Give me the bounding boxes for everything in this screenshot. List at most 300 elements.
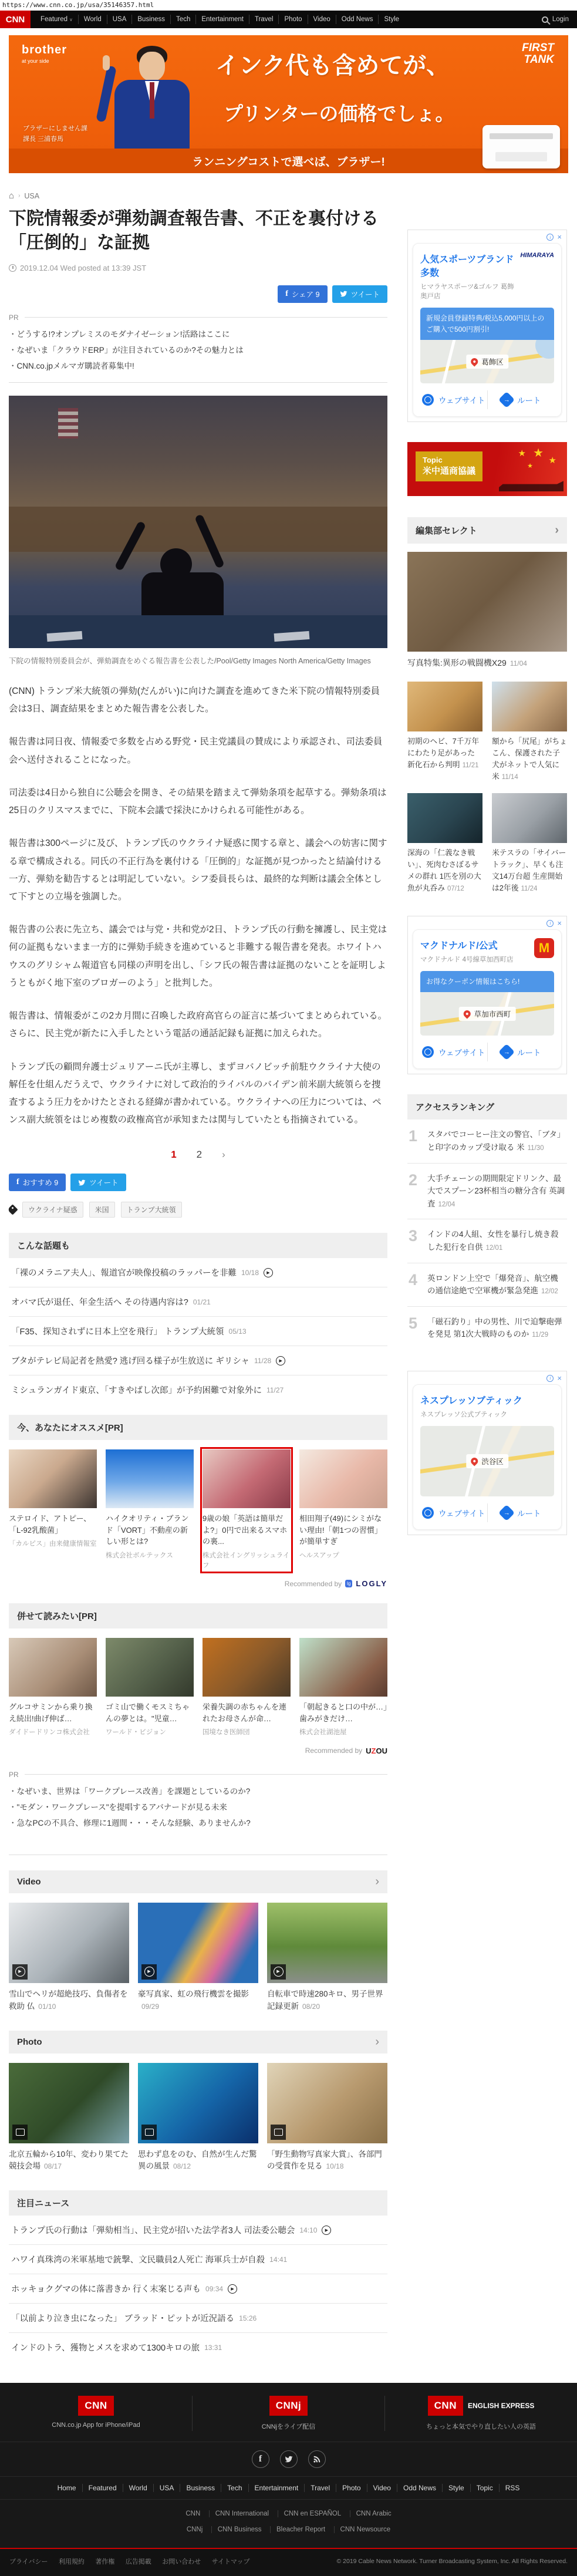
video-card-title: 雪山でヘリが超絶技巧、負傷者を救助 仏 01/10: [9, 1989, 128, 2011]
footer-nav-style[interactable]: Style: [442, 2484, 470, 2492]
twitter-icon: [340, 290, 347, 298]
top-nav: [0, 11, 577, 28]
rss-icon[interactable]: [308, 2450, 326, 2468]
tag-trump[interactable]: トランプ大統領: [121, 1202, 182, 1218]
footer-nav-rss[interactable]: RSS: [499, 2484, 526, 2492]
pr-link[interactable]: ・ CNN.co.jpメルマガ購読者募集中!: [9, 358, 387, 374]
play-icon: ▶: [228, 2284, 237, 2294]
recommend-card-company: 株式会社ボルテックス: [106, 1552, 173, 1559]
play-icon: ▶: [276, 1356, 285, 1365]
recommend-card-company: ヘルスアップ: [299, 1552, 339, 1559]
globe-icon: [422, 394, 434, 406]
website-button[interactable]: ウェブサイト: [420, 390, 487, 409]
article-paragraph: トランプ氏の顧問弁護士ジュリアーニ氏が主導し、まずヨバノビッチ前駐ウクライナ大使の解任を仕組んだうえで、ウクライナに対して政治的ライバルのバイデン前米副大統領らを捜査するよう圧力をかけたとされる経緯が書かれている。ウクライナへの圧力については、ペンス副大統領をはじめ複数の政権高官が承知または関与していたとも指摘されている。: [9, 1061, 382, 1125]
play-icon: ▶: [264, 1268, 273, 1277]
map-pin-icon: [470, 1456, 480, 1466]
play-icon: [271, 1964, 286, 1980]
item-thumbnail: [407, 682, 482, 731]
list-item-date: 05/13: [228, 1327, 247, 1336]
map-label: 草加市西町: [459, 1007, 516, 1021]
list-item[interactable]: [9, 1375, 387, 1404]
ad-close-icon[interactable]: ×: [557, 1373, 562, 1383]
list-item-date: 11/27: [266, 1385, 284, 1394]
footer-nav-photo[interactable]: Photo: [336, 2484, 366, 2492]
globe-icon: [422, 1046, 434, 1058]
logly-icon: lg: [345, 1580, 352, 1587]
footer-nav-featured[interactable]: Featured: [82, 2484, 123, 2492]
read-also-card[interactable]: [106, 1638, 194, 1738]
ad-person-arm: [96, 65, 117, 122]
globe-icon: [422, 1507, 434, 1519]
footer-nav-tech[interactable]: Tech: [221, 2484, 248, 2492]
list-item-text: インドのトラ、獲物とメスを求めて1300キロの旅: [11, 2344, 200, 2354]
read-also-card-company: 国境なき医師団: [203, 1729, 250, 1737]
chevron-right-icon[interactable]: ›: [555, 524, 559, 537]
partner-link[interactable]: CNN Newsource: [334, 2526, 397, 2533]
read-also-card-company: ワールド・ビジョン: [106, 1729, 167, 1737]
page-title: 下院情報委が弾劾調査報告書、不正を裏付ける「圧倒的」な証拠: [9, 209, 379, 253]
website-button[interactable]: ウェブサイト: [420, 1503, 487, 1522]
ad-title[interactable]: ネスプレッソブティック: [420, 1395, 522, 1406]
list-item-time: 13:31: [204, 2343, 222, 2352]
cnn-logo: CNN: [78, 2396, 113, 2416]
facebook-icon[interactable]: f: [252, 2450, 269, 2468]
item-title: 米テスラの「サイバートラック」、早くも注文14万台超 生産開始は2年後 11/24: [492, 848, 566, 892]
video-card-date: 09/29: [141, 2002, 160, 2011]
partner-link[interactable]: CNN: [185, 2510, 201, 2518]
tag-row: [9, 1202, 387, 1218]
recommend-card[interactable]: [106, 1449, 194, 1571]
pr-link[interactable]: ・ "モダン・ワークプレース"を提唱するアバナードが見る未来: [9, 1799, 387, 1815]
rank-title: 大手チェーンの期間限定ドリンク、最大でスプーン23杯相当の糖分含有 英調査 12/04: [427, 1174, 565, 1208]
rank-number: 1: [409, 1127, 418, 1145]
editors-select-item[interactable]: [407, 793, 482, 894]
article-paragraph: 報告書は同日夜、情報委で多数を占める野党・民主党議員の賛成により承認され、司法委員会へ送付されることになった。: [9, 737, 383, 765]
sidebar-ad-nespresso[interactable]: [407, 1371, 567, 1535]
copyright-text: © 2019 Cable News Network. Turner Broadcasting System, Inc. All Rights Reserved.: [336, 2558, 568, 2565]
logly-logo[interactable]: LOGLY: [356, 1579, 387, 1589]
page-current: 1: [171, 1149, 177, 1161]
footer-nav-video[interactable]: Video: [367, 2484, 397, 2492]
footer-nav-odd-news[interactable]: Odd News: [397, 2484, 442, 2492]
recommend-card[interactable]: [9, 1449, 97, 1571]
pr-links-bottom: [9, 1771, 387, 1839]
nav-item-business[interactable]: Business: [131, 15, 170, 24]
ship-image: [499, 481, 563, 491]
recommend-thumbnail: [299, 1449, 387, 1508]
article-paragraph: 報告書は300ページに及び、トランプ氏のウクライナ疑惑に関する章と、議会への妨害に関する章で構成される。同氏の不正行為を裏付ける「圧倒的」な証拠が見つかったと結論付ける一方、弾劾を勧告するとは明記していない。シフ委員長らは、最終的な判断は議会全体として下すとの立場を強調した。: [9, 838, 387, 902]
rank-number: 4: [409, 1270, 418, 1289]
footer-app-english-express[interactable]: [384, 2396, 577, 2431]
pr-label: PR: [9, 1771, 387, 1779]
list-item[interactable]: [9, 2245, 387, 2274]
recommend-card-highlighted[interactable]: [203, 1449, 291, 1571]
lead-thumbnail: [407, 552, 567, 652]
editors-select-item[interactable]: [492, 682, 567, 783]
photo-card[interactable]: [267, 2063, 387, 2173]
footer-app-text: CNNjをライブ配信: [261, 2423, 316, 2431]
article-date: 2019.12.04 Wed posted at 13:39 JST: [20, 263, 147, 272]
nav-item-entertainment[interactable]: Entertainment: [195, 15, 249, 24]
nav-item-world[interactable]: World: [78, 15, 107, 24]
recommend-card-title: 9歳の娘「英語は簡単だよ?」0円で出来るスマホの裏...: [203, 1514, 288, 1546]
facebook-share-button[interactable]: [278, 285, 327, 303]
chevron-down-icon: ∨: [69, 17, 73, 22]
rank-number: 2: [409, 1171, 418, 1189]
ad-promo-text: 新規会員登録特典/税込5,000円以上のご購入で500円割引!: [420, 308, 554, 340]
read-also-card-title: ゴミ山で働くモスミちゃんの夢とは。"児童…: [106, 1702, 190, 1723]
ad-close-icon[interactable]: ×: [557, 918, 562, 928]
map-pin-icon: [462, 1009, 472, 1019]
facebook-icon: f: [285, 289, 288, 298]
list-item-time: 09:34: [205, 2284, 224, 2293]
featured-news-header: 注目ニュース: [9, 2190, 387, 2216]
footer-nav-topic[interactable]: Topic: [470, 2484, 499, 2492]
video-card[interactable]: [9, 1903, 129, 2013]
ad-promo-text: お得なクーポン情報はこちら!: [420, 971, 554, 993]
camera-icon: [141, 2125, 157, 2140]
topic-banner[interactable]: [407, 442, 567, 496]
read-also-thumbnail: [203, 1638, 291, 1697]
facebook-icon: f: [16, 1178, 19, 1187]
nav-item-travel[interactable]: Travel: [249, 15, 279, 24]
nav-item-tech[interactable]: Tech: [170, 15, 195, 24]
photo-thumbnail: [138, 2063, 258, 2143]
image-caption: 下院の情報特別委員会が、弾劾調査をめぐる報告書を公表した/Pool/Getty Images North America/Getty Images: [9, 656, 371, 665]
ad-headline-1: インク代も含めてが、: [215, 53, 450, 79]
footer-nav-home[interactable]: Home: [57, 2484, 76, 2493]
ad-person-hand: [103, 55, 110, 70]
play-icon: ▶: [322, 2226, 331, 2235]
partner-link[interactable]: CNN Arabic: [350, 2510, 397, 2517]
cnn-logo[interactable]: CNN: [0, 11, 31, 28]
recommend-card-title: 相田翔子(49)にシミがない理由!「朝1つの習慣」が簡単すぎ: [299, 1514, 382, 1546]
list-item-text: 「F35、探知されずに日本上空を飛行」 トランプ大統領: [11, 1327, 224, 1337]
pr-link[interactable]: ・ どうする!?オンプレミスのモダナイゼーション!活路はここに: [9, 326, 387, 342]
facebook-share-label: シェア 9: [291, 290, 320, 299]
editors-select-header: 編集部セレクト ›: [407, 517, 567, 544]
brother-tagline: at your side: [22, 58, 49, 64]
camera-icon: [271, 2125, 286, 2140]
list-item[interactable]: [9, 2274, 387, 2304]
footer-app-text: ちょっと本気でやり直したい人の英語: [426, 2423, 536, 2431]
video-card-date: 01/10: [38, 2002, 56, 2011]
list-item-date: 11/28: [254, 1356, 272, 1365]
photo-card-title: 「野生動物写真家大賞」、各部門の受賞作を見る 10/18: [267, 2149, 382, 2171]
ad-title[interactable]: マクドナルド/公式: [420, 940, 498, 951]
sidebar-ad-himaraya[interactable]: [407, 230, 567, 422]
editors-select-item[interactable]: [492, 793, 567, 894]
read-also-thumbnail: [9, 1638, 97, 1697]
footer-nav-world[interactable]: World: [123, 2484, 153, 2492]
nav-item-video[interactable]: Video: [308, 15, 336, 24]
ad-info-icon[interactable]: i: [546, 920, 554, 927]
photo-card-date: 08/12: [173, 2162, 191, 2171]
legal-copyright-info[interactable]: 著作権: [95, 2558, 115, 2566]
page-2-link[interactable]: 2: [196, 1149, 203, 1161]
search-icon[interactable]: [542, 16, 548, 23]
breadcrumb-section[interactable]: USA: [24, 191, 40, 200]
partner-link[interactable]: Bleacher Report: [270, 2526, 331, 2533]
video-card-title: 自転車で時速280キロ、男子世界記録更新 08/20: [267, 1989, 383, 2011]
recommend-thumbnail: [203, 1449, 291, 1508]
list-item-text: トランプ氏の行動は「弾劾相当」、民主党が招いた法学者3人 司法委公聴会: [11, 2226, 295, 2236]
browser-url[interactable]: https://www.cnn.co.jp/usa/35146357.html: [0, 0, 577, 11]
read-also-thumbnail: [299, 1638, 387, 1697]
twitter-share-label: ツイート: [89, 1179, 119, 1188]
legal-contact[interactable]: お問い合わせ: [162, 2558, 201, 2566]
chevron-right-icon[interactable]: ›: [375, 2035, 379, 2048]
ranking-item[interactable]: [407, 1219, 567, 1263]
twitter-share-button-bottom[interactable]: [70, 1174, 126, 1191]
partner-link[interactable]: CNN Business: [211, 2526, 268, 2533]
star-icon: ★: [533, 447, 544, 460]
nav-item-odd-news[interactable]: Odd News: [336, 15, 379, 24]
breadcrumb: [9, 191, 387, 201]
video-card-title: 豪写真家、虹の飛行機雲を撮影09/29: [138, 1989, 249, 2011]
footer: [0, 2383, 577, 2576]
partner-link[interactable]: CNN International: [209, 2510, 275, 2517]
list-item-text: オバマ氏が退任、年金生活へ その待遇内容は?: [11, 1298, 188, 1308]
star-icon: ★: [548, 456, 556, 466]
ad-subtitle: マクドナルド 4号線草加西町店: [420, 956, 514, 963]
tag-ukraine[interactable]: ウクライナ疑惑: [22, 1202, 83, 1218]
rank-title: インドの4人組、女性を暴行し焼き殺した犯行を自供 12/01: [427, 1230, 559, 1252]
list-item-time: 15:26: [239, 2314, 257, 2322]
breadcrumb-separator: ›: [18, 193, 21, 199]
star-icon: ★: [518, 449, 526, 459]
tag-usa[interactable]: 米国: [89, 1202, 115, 1218]
article-paragraph: 司法委は4日から独自に公聴会を開き、その結果を踏まえて弾劾条項を起草する。弾劾条項は25日のクリスマスまでに、下院本会議で採決にかけられる可能性がある。: [9, 787, 387, 816]
ad-info-icon[interactable]: i: [546, 1375, 554, 1382]
recommended-by: Recommended by lg LOGLY: [284, 1579, 387, 1589]
read-also-thumbnail: [106, 1638, 194, 1697]
read-also-card-company: 株式会社湖池屋: [299, 1729, 347, 1737]
flag-image: [58, 408, 78, 439]
video-thumbnail: [9, 1903, 129, 1983]
lead-caption: 写真特集:異形の戦闘機X29 11/04: [407, 658, 527, 668]
item-thumbnail: [492, 793, 567, 843]
footer-app-text: CNN.co.jp App for iPhone/iPad: [52, 2422, 140, 2429]
rank-number: 3: [409, 1227, 418, 1245]
ad-title[interactable]: 人気スポーツブランド多数: [420, 255, 514, 278]
photo-card[interactable]: [9, 2063, 129, 2173]
photo-thumbnail: [267, 2063, 387, 2143]
twitter-icon[interactable]: [280, 2450, 298, 2468]
recommend-card-title: ステロイド、アトピー、「L-92乳酸菌」: [9, 1514, 92, 1535]
route-button[interactable]: → ルート: [487, 1503, 555, 1522]
list-item-text: 「以前より泣き虫になった」 ブラッド・ピットが近況語る: [11, 2314, 235, 2324]
clock-icon: [9, 264, 16, 272]
legal-terms[interactable]: 利用規約: [58, 2558, 85, 2566]
camera-icon: [12, 2125, 28, 2140]
tag-icon: [7, 1205, 18, 1215]
map-pin-icon: [470, 357, 480, 367]
footer-app-cnnjp[interactable]: [0, 2396, 192, 2431]
nav-item-featured[interactable]: [35, 15, 78, 24]
recommend-section-header: 今、あなたにオススメ[PR]: [9, 1415, 387, 1440]
list-item-text: 「裸のメラニア夫人」、報道官が映像投稿のラッパーを非難: [11, 1269, 237, 1279]
footer-nav-usa[interactable]: USA: [153, 2484, 180, 2492]
item-title: 深海の「仁義なき戦い」、死肉むさぼるサメの群れ 1匹を別の大魚が丸呑み 07/12: [407, 848, 481, 892]
twitter-icon: [78, 1179, 86, 1186]
list-item-text: ブタがテレビ局記者を熱愛? 逃げ回る様子が生放送に ギリシャ: [11, 1357, 250, 1367]
read-also-card[interactable]: [299, 1638, 387, 1738]
twitter-share-button[interactable]: [332, 285, 387, 303]
read-also-card[interactable]: [9, 1638, 97, 1738]
recommend-thumbnail: [106, 1449, 194, 1508]
list-item[interactable]: [9, 1317, 387, 1346]
ad-map[interactable]: [420, 992, 554, 1036]
ad-person-face: [139, 52, 165, 81]
mcdonalds-logo: M: [534, 938, 554, 958]
map-road: [441, 340, 456, 383]
photo-card-date: 08/17: [44, 2162, 62, 2171]
ranking-item[interactable]: [407, 1164, 567, 1220]
list-item[interactable]: [9, 1258, 387, 1287]
list-item[interactable]: [9, 2216, 387, 2245]
article-image: [9, 396, 387, 648]
map-label: 渋谷区: [466, 1454, 508, 1468]
ad-close-icon[interactable]: ×: [557, 232, 562, 241]
map-label: 葛飾区: [466, 355, 508, 369]
printer-image: [482, 125, 560, 168]
legal-ads[interactable]: 広告掲載: [125, 2558, 151, 2566]
route-button[interactable]: → ルート: [487, 390, 555, 409]
nav-item-style[interactable]: Style: [378, 15, 404, 24]
related-section-header: こんな話題も: [9, 1233, 387, 1258]
cnnj-logo: CNNj: [269, 2396, 308, 2416]
brother-brand-text: brother: [22, 43, 67, 56]
footer-nav-business[interactable]: Business: [180, 2484, 221, 2492]
ad-caption: ブラザーにしません課 課長 三浦春馬: [23, 124, 87, 143]
recommend-card[interactable]: [299, 1449, 387, 1571]
photo-card[interactable]: [138, 2063, 258, 2173]
route-icon: →: [498, 1505, 515, 1521]
facebook-recommend-button[interactable]: [9, 1174, 66, 1191]
route-button[interactable]: → ルート: [487, 1043, 555, 1061]
twitter-share-label: ツイート: [350, 290, 380, 299]
ad-bottom-slogan: ランニングコストで選べば、ブラザー!: [9, 149, 568, 173]
read-also-card[interactable]: [203, 1638, 291, 1738]
ranking-item[interactable]: [407, 1307, 567, 1350]
footer-app-cnnj[interactable]: [192, 2396, 384, 2431]
footer-nav: [0, 2476, 577, 2499]
nav-item-photo[interactable]: Photo: [278, 15, 307, 24]
pr-link[interactable]: ・ 急なPCの不具合、修理に1週間・・・そんな経験、ありませんか?: [9, 1815, 387, 1831]
himaraya-logo: HIMARAYA: [520, 252, 554, 259]
ad-info-icon[interactable]: i: [546, 234, 554, 241]
video-card[interactable]: [138, 1903, 258, 2013]
ad-subtitle: ネスプレッソ公式ブティック: [420, 1411, 508, 1418]
topic-label: Topic: [423, 456, 443, 465]
login-link[interactable]: Login: [552, 16, 569, 23]
list-item-date: 01/21: [193, 1297, 211, 1306]
list-item-time: 14:41: [269, 2255, 288, 2264]
ad-headline-2: プリンターの価格でしょ。: [224, 103, 455, 124]
list-item-text: ミシュランガイド東京、「すきやばし次郎」が予約困難で対象外に: [11, 1386, 262, 1396]
partner-link[interactable]: CNNj: [186, 2526, 203, 2534]
play-icon: [141, 1964, 157, 1980]
ad-map[interactable]: [420, 340, 554, 383]
play-icon: [12, 1964, 28, 1980]
ranking-item[interactable]: [407, 1120, 567, 1163]
video-section-header: Video ›: [9, 1870, 387, 1893]
recommended-by: Recommended by UZOU: [305, 1746, 387, 1755]
list-item[interactable]: [9, 2304, 387, 2333]
list-item-time: 14:10: [299, 2226, 318, 2234]
ranking-item[interactable]: [407, 1263, 567, 1307]
ad-subtitle: ヒマラヤスポーツ&ゴルフ 葛飾奥戸店: [420, 284, 514, 300]
photo-section-header: Photo ›: [9, 2031, 387, 2054]
footer-nav-entertainment[interactable]: Entertainment: [248, 2484, 305, 2492]
recommend-card-title: ハイクオリティ・ブランド「VORT」不動産の新しい形とは?: [106, 1514, 189, 1546]
uzou-logo[interactable]: UZOU: [366, 1746, 387, 1755]
rank-number: 5: [409, 1314, 418, 1332]
nav-item-usa[interactable]: USA: [107, 15, 132, 24]
recommend-card-company: 「カルピス」由来健康情報室: [9, 1540, 97, 1548]
list-item[interactable]: [9, 1287, 387, 1317]
item-title: 額から「尻尾」がちょこん、保護された子犬がネットで人気に 米 11/14: [492, 737, 567, 781]
pr-label: PR: [9, 313, 387, 322]
cnn-logo: CNN: [428, 2396, 463, 2416]
brother-logo: [22, 43, 67, 64]
item-title: 初期のヘビ、7千万年にわたり足があった 新化石から判明 11/21: [407, 737, 480, 769]
website-button[interactable]: ウェブサイト: [420, 1043, 487, 1061]
chevron-right-icon[interactable]: ›: [375, 1875, 379, 1889]
list-item[interactable]: [9, 1346, 387, 1375]
nav-menu: [35, 11, 404, 28]
video-card-date: 08/20: [302, 2002, 320, 2011]
pr-link[interactable]: ・ なぜいま、世界は「ワークプレース改善」を課題としているのか?: [9, 1783, 387, 1799]
list-item-text: ホッキョクグマの体に落書きか 行く末案じる声も: [11, 2285, 201, 2295]
next-page-icon[interactable]: ›: [222, 1149, 225, 1161]
editors-select-item[interactable]: [407, 682, 482, 783]
video-card[interactable]: [267, 1903, 387, 2013]
list-item[interactable]: [9, 2333, 387, 2362]
partner-link[interactable]: CNN en ESPAÑOL: [278, 2510, 347, 2517]
read-also-card-title: グルコサミンから乗り換え続出!曲げ伸ば…: [9, 1702, 93, 1723]
pagination: [9, 1149, 387, 1161]
item-thumbnail: [492, 682, 567, 731]
home-icon[interactable]: ⌂: [9, 191, 15, 201]
recommend-thumbnail: [9, 1449, 97, 1508]
article-dateline: [9, 264, 387, 272]
rank-title: 「磁石釣り」中の男性、川で迫撃砲弾を発見 第1次大戦時のものか 11/29: [427, 1317, 562, 1339]
footer-nav-travel[interactable]: Travel: [304, 2484, 336, 2492]
hearing-dais: [9, 507, 387, 552]
list-item-date: 10/18: [241, 1268, 259, 1277]
footer-partners: [0, 2499, 577, 2542]
read-also-card-title: 栄養失調の赤ちゃんを連れたお母さんが命…: [203, 1702, 287, 1723]
read-also-section-header: 併せて読みたい[PR]: [9, 1603, 387, 1628]
sidebar-ad-mcdonalds[interactable]: [407, 916, 567, 1075]
photo-card-title: 思わず息をのむ、自然が生んだ驚異の風景 08/12: [138, 2149, 257, 2171]
brother-ad-banner[interactable]: [9, 35, 568, 173]
legal-sitemap[interactable]: サイトマップ: [211, 2558, 250, 2566]
ad-badge: FIRST TANK: [522, 42, 554, 66]
pr-links-top: [9, 313, 387, 383]
item-thumbnail: [407, 793, 482, 843]
ad-map[interactable]: [420, 1426, 554, 1496]
pr-link[interactable]: ・ なぜいま「クラウドERP」が注目されているのか?その魅力とは: [9, 342, 387, 358]
read-also-card-company: ダイドードリンコ株式会社: [9, 1729, 90, 1737]
facebook-recommend-label: おすすめ 9: [22, 1179, 59, 1188]
editors-select-lead[interactable]: [407, 552, 567, 669]
legal-privacy[interactable]: プライバシー: [9, 2558, 48, 2566]
video-thumbnail: [138, 1903, 258, 1983]
recommend-card-company: 株式会社イングリッシュライフ: [203, 1552, 290, 1570]
